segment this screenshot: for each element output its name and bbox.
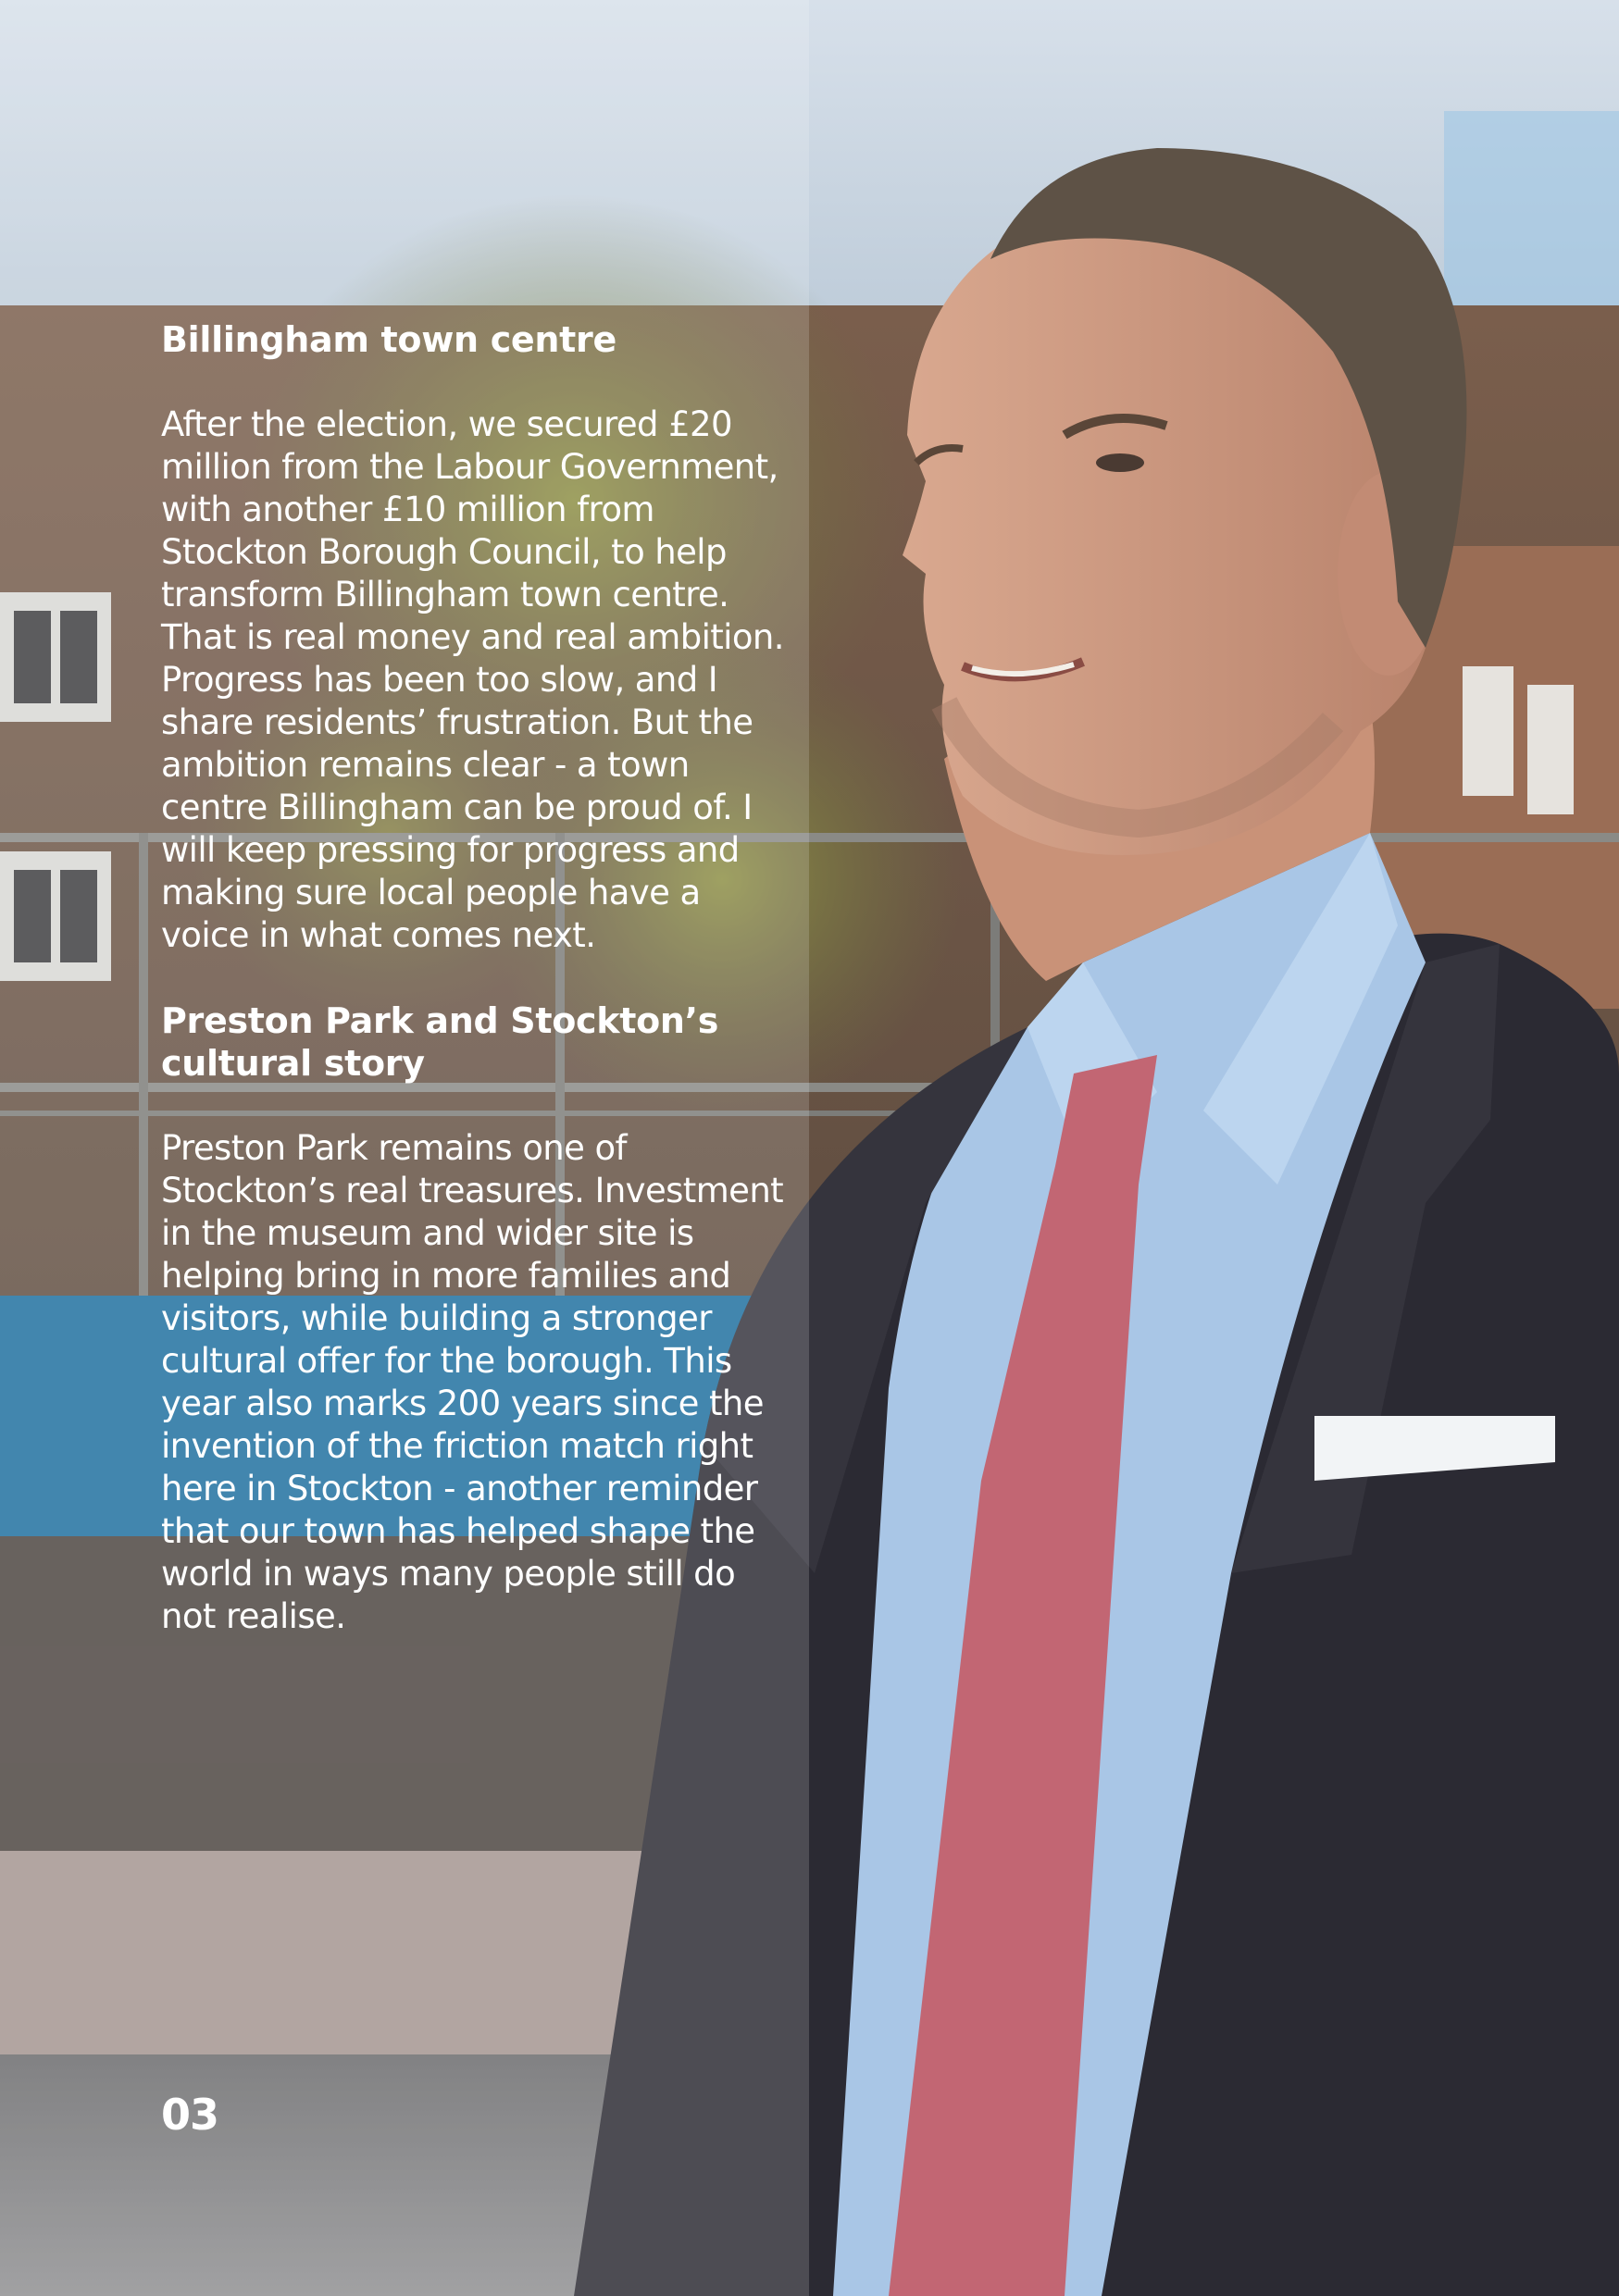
section-heading-billingham: Billingham town centre — [161, 319, 616, 360]
article-column — [161, 318, 791, 1681]
section-body-billingham: After the election, we secured £20 million from the Labour Government, with another £10 million from Stockton Borough Council, to help transform Billingham town centre. That is real money and real ambition. Progress has been too slow, and I share residents’ frustration. But the ambition remains clear - a town centre Billingham can be proud of. I will keep pressing for progress and making sure local people have a voice in what comes next. — [161, 404, 784, 955]
section-heading-preston-park: Preston Park and Stockton’s cultural story — [161, 1000, 719, 1084]
section-body-preston-park: Preston Park remains one of Stockton’s real treasures. Investment in the museum and wider site is helping bring in more families and visitors, while building a stronger cultural offer for the borough. This year also marks 200 years since the invention of the friction match right here in Stockton - another reminder that our town has helped shape the world in ways many people still do not realise. — [161, 1128, 784, 1636]
page-number: 03 — [161, 2090, 219, 2140]
